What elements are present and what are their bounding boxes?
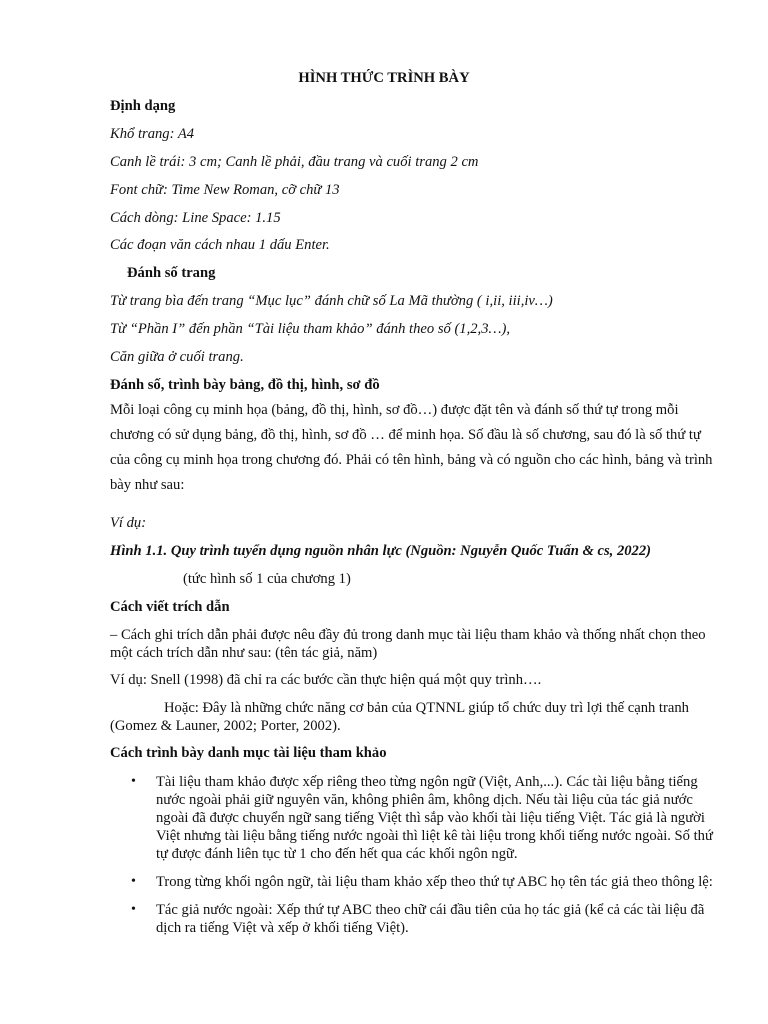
references-list xyxy=(110,773,716,937)
references-heading: Cách trình bày danh mục tài liệu tham khảo xyxy=(110,745,387,761)
citation-heading: Cách viết trích dẫn xyxy=(110,599,230,615)
list-item: • Tác giả nước ngoài: Xếp thứ tự ABC theo chữ cái đầu tiên của họ tác giả (kể cả các tài liệu đã dịch ra tiếng Việt và xếp ở khối tiếng Việt). xyxy=(110,901,716,937)
citation-example: Ví dụ: Snell (1998) đã chỉ ra các bước cần thực hiện quá một quy trình…. xyxy=(110,672,542,688)
list-item: • Tài liệu tham khảo được xếp riêng theo từng ngôn ngữ (Việt, Anh,...). Các tài liệu bằng tiếng nước ngoài phải giữ nguyên văn, không phiên âm, không dịch. Nếu tài liệu của tác giả nước ngoài đã được chuyển ngữ sang tiếng Việt thì sắp vào khối tài liệu tiếng Việt. Tác giả là người Việt nhưng tài liệu bằng tiếng nước ngoài thì liệt kê tài liệu trong khối tiếng nước ngoài. Số thứ tự được đánh liên tục từ 1 cho đến hết qua các khối ngôn ngữ. xyxy=(110,773,716,863)
page-title: HÌNH THỨC TRÌNH BÀY xyxy=(298,70,470,86)
list-item: • Trong từng khối ngôn ngữ, tài liệu tham khảo xếp theo thứ tự ABC họ tên tác giả theo thông lệ: xyxy=(110,873,716,891)
format-line: Cách dòng: Line Space: 1.15 xyxy=(110,210,281,226)
example-caption: Hình 1.1. Quy trình tuyển dụng nguồn nhân lực (Nguồn: Nguyễn Quốc Tuấn & cs, 2022) xyxy=(110,543,651,559)
example-label: Ví dụ: xyxy=(110,515,147,531)
numbering-line: Căn giữa ở cuối trang. xyxy=(110,349,244,365)
format-line: Khổ trang: A4 xyxy=(110,126,195,142)
format-line: Canh lề trái: 3 cm; Canh lề phải, đầu trang và cuối trang 2 cm xyxy=(110,154,479,170)
format-line: Các đoạn văn cách nhau 1 dấu Enter. xyxy=(110,237,330,253)
format-heading: Định dạng xyxy=(110,98,176,114)
numbering-heading: Đánh số trang xyxy=(127,265,216,281)
example-note: (tức hình số 1 của chương 1) xyxy=(183,571,351,587)
figures-heading: Đánh số, trình bày bảng, đồ thị, hình, sơ đồ xyxy=(110,377,380,393)
citation-paragraph: – Cách ghi trích dẫn phải được nêu đầy đủ trong danh mục tài liệu tham khảo và thống nhất chọn theo một cách trích dẫn như sau: (tên tác giả, năm) xyxy=(110,627,706,661)
numbering-line: Từ “Phần I” đến phần “Tài liệu tham khảo” đánh theo số (1,2,3…), xyxy=(110,321,510,337)
numbering-line: Từ trang bìa đến trang “Mục lục” đánh chữ số La Mã thường ( i,ii, iii,iv…) xyxy=(110,293,553,309)
figures-paragraph: Mỗi loại công cụ minh họa (bảng, đồ thị, hình, sơ đồ…) được đặt tên và đánh số thứ tự trong mỗi chương có sử dụng bảng, đồ thị, hình, sơ đồ … để minh họa. Số đầu là số chương, sau đó là số thứ tự của công cụ minh họa trong chương đó. Phải có tên hình, bảng và có nguồn cho các hình, bảng và trình bày như sau: xyxy=(110,402,713,493)
citation-alternative: Hoặc: Đây là những chức năng cơ bản của QTNNL giúp tổ chức duy trì lợi thế cạnh tranh (Gomez & Launer, 2002; Porter, 2002). xyxy=(110,700,689,734)
format-line: Font chữ: Time New Roman, cỡ chữ 13 xyxy=(110,182,340,198)
